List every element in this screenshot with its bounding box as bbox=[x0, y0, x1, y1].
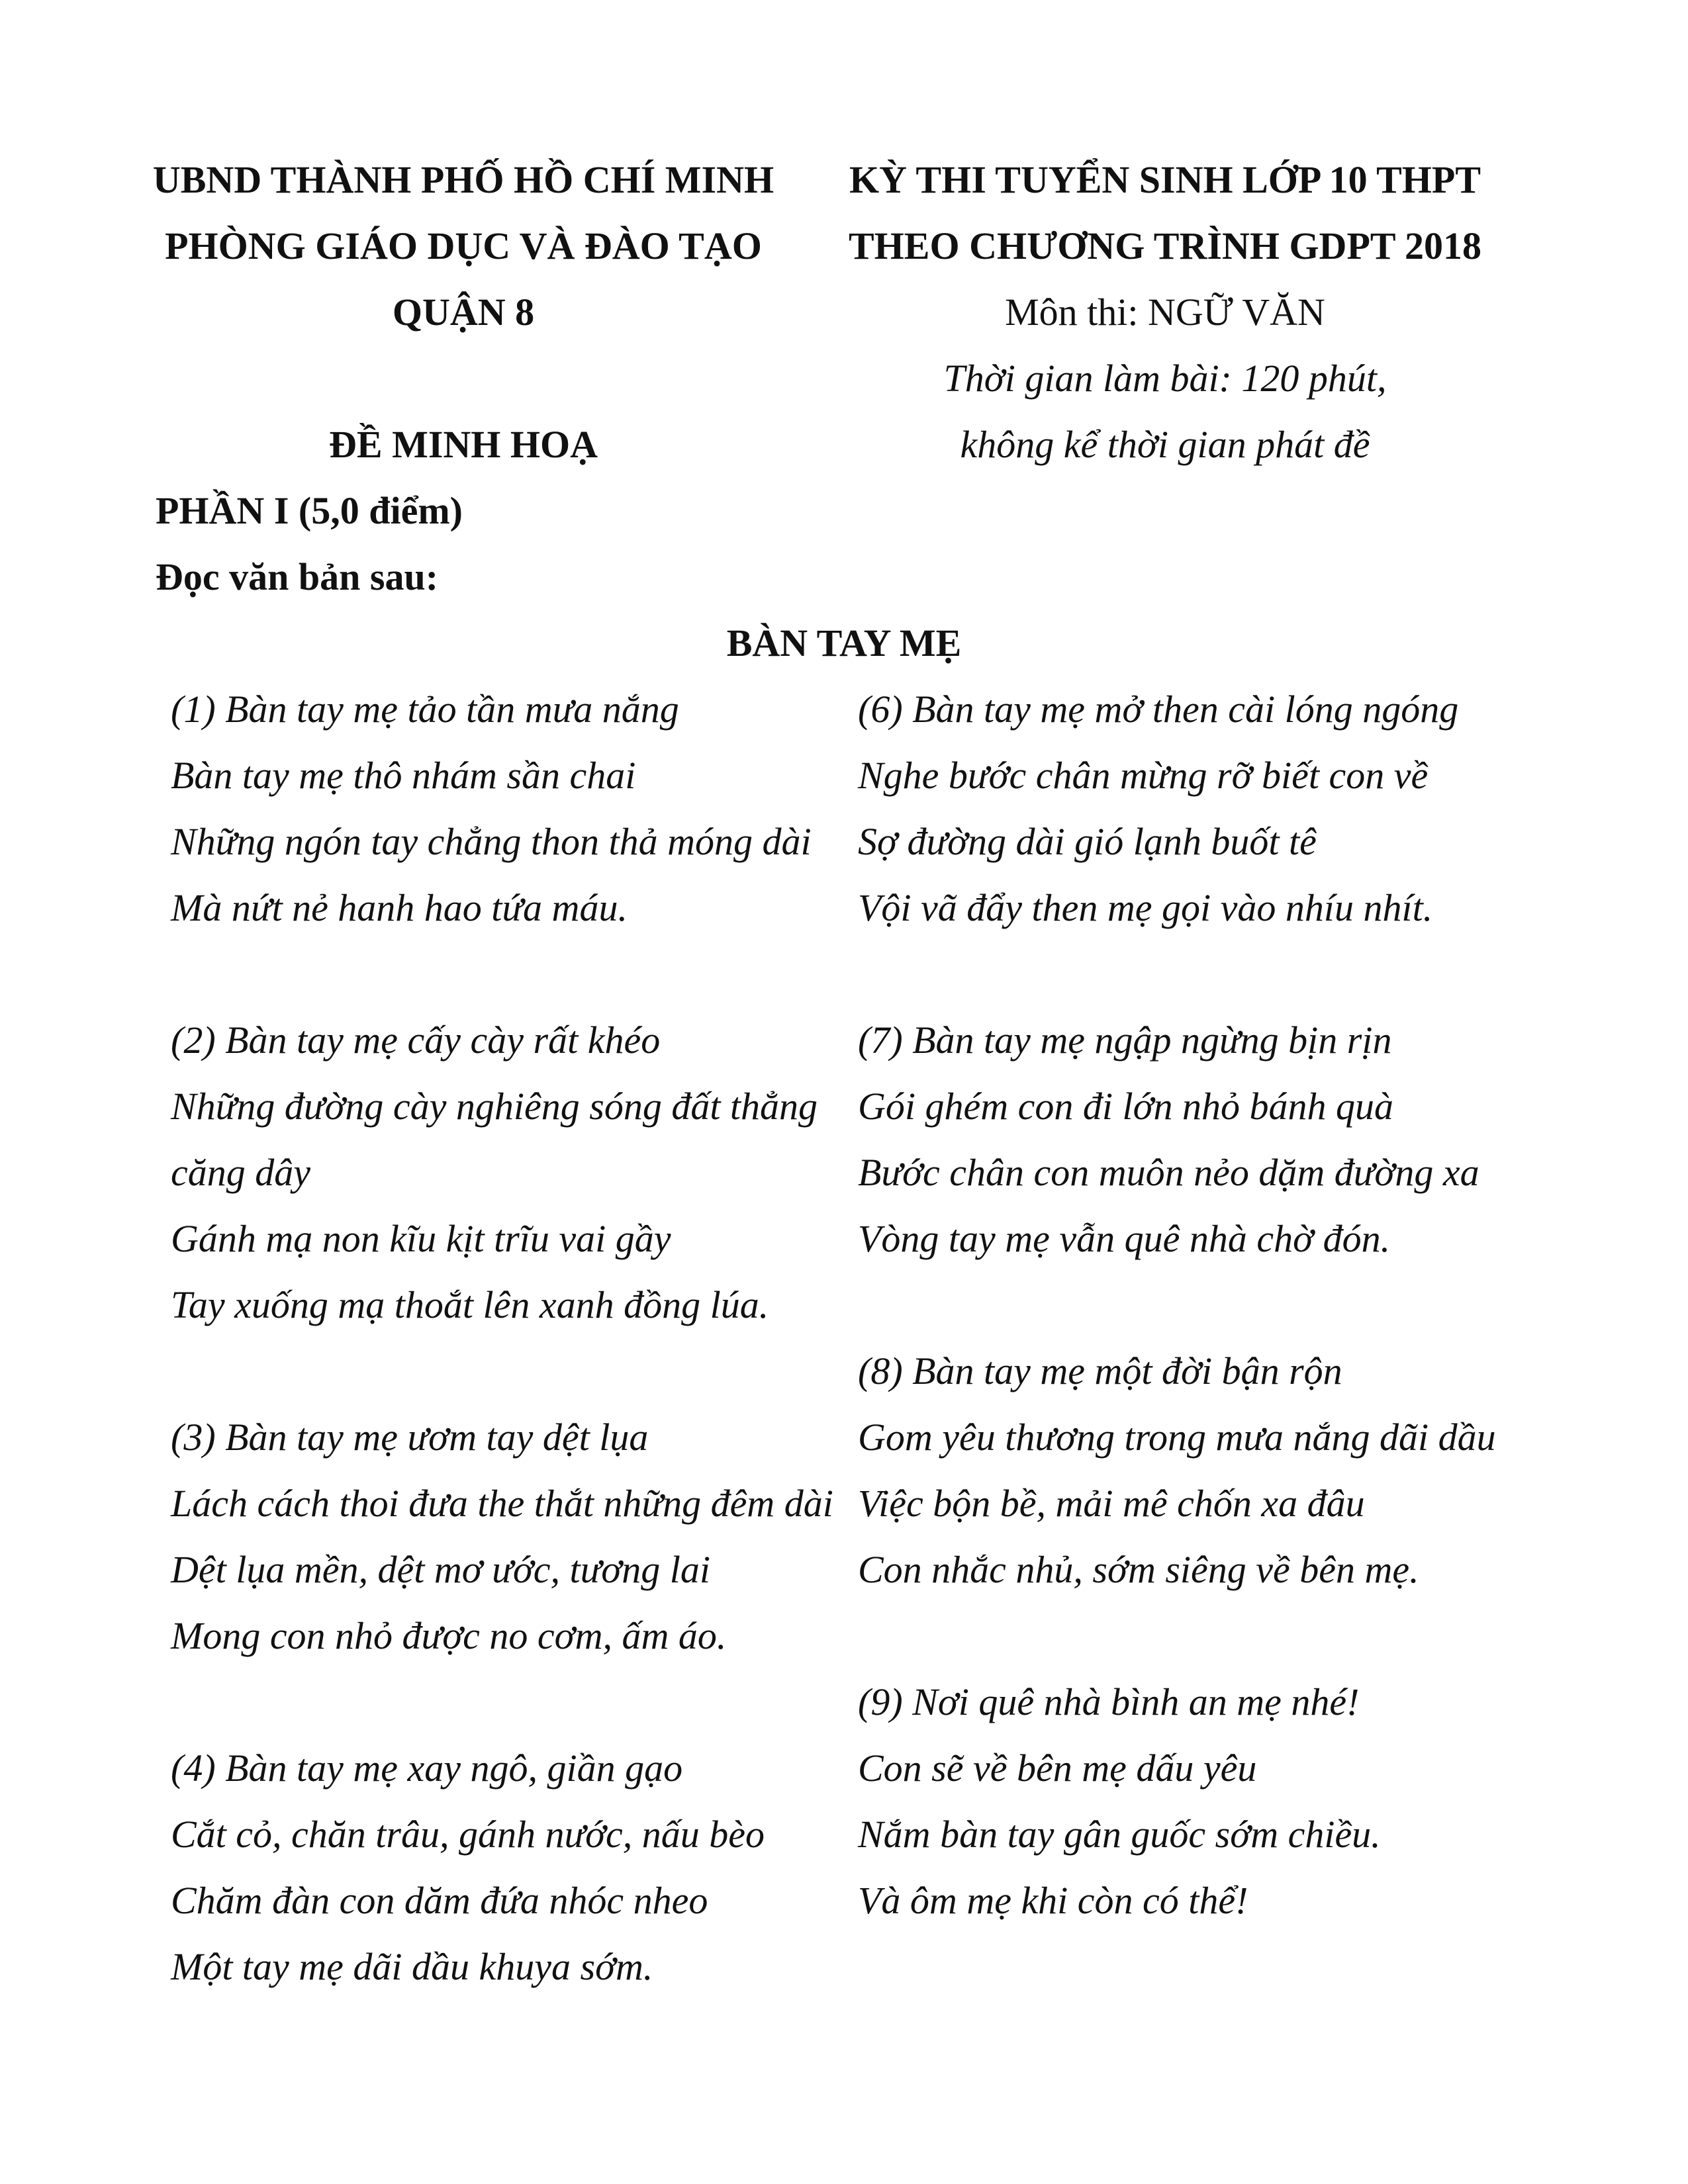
poem-line: (6) Bàn tay mẹ mở then cài lóng ngóng bbox=[858, 688, 1459, 731]
poem-line: Những đường cày nghiêng sóng đất thẳng bbox=[171, 1085, 818, 1128]
poem-line: (4) Bàn tay mẹ xay ngô, giần gạo bbox=[171, 1747, 683, 1790]
poem-stanza bbox=[858, 676, 1458, 941]
poem-line: (9) Nơi quê nhà bình an mẹ nhé! bbox=[858, 1680, 1360, 1723]
exam-time: Thời gian làm bài: 120 phút, bbox=[943, 357, 1387, 400]
poem-line: Tay xuống mạ thoắt lên xanh đồng lúa. bbox=[171, 1283, 769, 1326]
poem-line: Gánh mạ non kĩu kịt trĩu vai gầy bbox=[171, 1217, 671, 1260]
poem-line: (8) Bàn tay mẹ một đời bận rộn bbox=[858, 1349, 1342, 1392]
exam-title-line-2: THEO CHƯƠNG TRÌNH GDPT 2018 bbox=[848, 224, 1482, 267]
poem-line: (7) Bàn tay mẹ ngập ngừng bịn rịn bbox=[858, 1019, 1392, 1062]
poem-line: Vội vã đẩy then mẹ gọi vào nhíu nhít. bbox=[858, 886, 1433, 929]
poem-line: Mà nứt nẻ hanh hao tứa máu. bbox=[171, 886, 628, 929]
issuer-line-3: QUẬN 8 bbox=[392, 291, 535, 334]
poem-line: Nghe bước chân mừng rỡ biết con về bbox=[858, 754, 1429, 797]
poem-line: (2) Bàn tay mẹ cấy cày rất khéo bbox=[171, 1019, 661, 1062]
poem-line: (3) Bàn tay mẹ ươm tay dệt lụa bbox=[171, 1416, 649, 1459]
poem-line: Con nhắc nhủ, sớm siêng về bên mẹ. bbox=[858, 1548, 1419, 1591]
exam-title-line-1: KỲ THI TUYỂN SINH LỚP 10 THPT bbox=[849, 158, 1481, 201]
exam-type: ĐỀ MINH HOẠ bbox=[329, 423, 598, 466]
poem-line: Dệt lụa mền, dệt mơ ước, tương lai bbox=[171, 1548, 710, 1591]
poem-line: Sợ đường dài gió lạnh buốt tê bbox=[858, 820, 1317, 863]
poem-stanza bbox=[171, 1404, 833, 1669]
poem-line: căng dây bbox=[171, 1151, 310, 1194]
poem-line: Lách cách thoi đưa the thắt những đêm dài bbox=[171, 1482, 833, 1525]
poem-title: BÀN TAY MẸ bbox=[726, 621, 962, 664]
poem-line: Nắm bàn tay gân guốc sớm chiều. bbox=[858, 1813, 1381, 1856]
poem-line: Những ngón tay chẳng thon thả móng dài bbox=[171, 820, 812, 863]
poem-line: Chăm đàn con dăm đứa nhóc nheo bbox=[171, 1879, 708, 1922]
issuer-line-1: UBND THÀNH PHỐ HỒ CHÍ MINH bbox=[152, 158, 774, 201]
poem-stanza bbox=[858, 1669, 1381, 1934]
poem-stanza bbox=[171, 1007, 818, 1338]
poem-line: Bàn tay mẹ thô nhám sần chai bbox=[171, 754, 636, 797]
section-instruction: Đọc văn bản sau: bbox=[156, 555, 439, 598]
poem-stanza bbox=[171, 676, 812, 941]
section-title: PHẦN I (5,0 điểm) bbox=[156, 489, 463, 532]
poem-line: Gom yêu thương trong mưa nắng dãi dầu bbox=[858, 1416, 1496, 1459]
poem-line: Mong con nhỏ được no cơm, ấm áo. bbox=[171, 1614, 727, 1657]
poem-stanza bbox=[171, 1735, 765, 2000]
poem-stanza bbox=[858, 1007, 1479, 1272]
exam-time-note: không kể thời gian phát đề bbox=[960, 423, 1370, 466]
exam-subject: Môn thi: NGỮ VĂN bbox=[1005, 291, 1325, 334]
poem-line: Cắt cỏ, chăn trâu, gánh nước, nấu bèo bbox=[171, 1813, 765, 1856]
poem-line: Con sẽ về bên mẹ dấu yêu bbox=[858, 1747, 1257, 1790]
poem-line: Gói ghém con đi lớn nhỏ bánh quà bbox=[858, 1085, 1394, 1128]
issuer-line-2: PHÒNG GIÁO DỤC VÀ ĐÀO TẠO bbox=[165, 224, 762, 267]
poem-line: Vòng tay mẹ vẫn quê nhà chờ đón. bbox=[858, 1217, 1391, 1260]
poem-line: (1) Bàn tay mẹ tảo tần mưa nắng bbox=[171, 688, 679, 731]
poem-line: Bước chân con muôn nẻo dặm đường xa bbox=[858, 1151, 1479, 1194]
poem-line: Và ôm mẹ khi còn có thể! bbox=[858, 1879, 1248, 1922]
poem-stanza bbox=[858, 1338, 1496, 1603]
poem-line: Một tay mẹ dãi dầu khuya sớm. bbox=[171, 1945, 653, 1988]
poem-line: Việc bộn bề, mải mê chốn xa đâu bbox=[858, 1482, 1365, 1525]
